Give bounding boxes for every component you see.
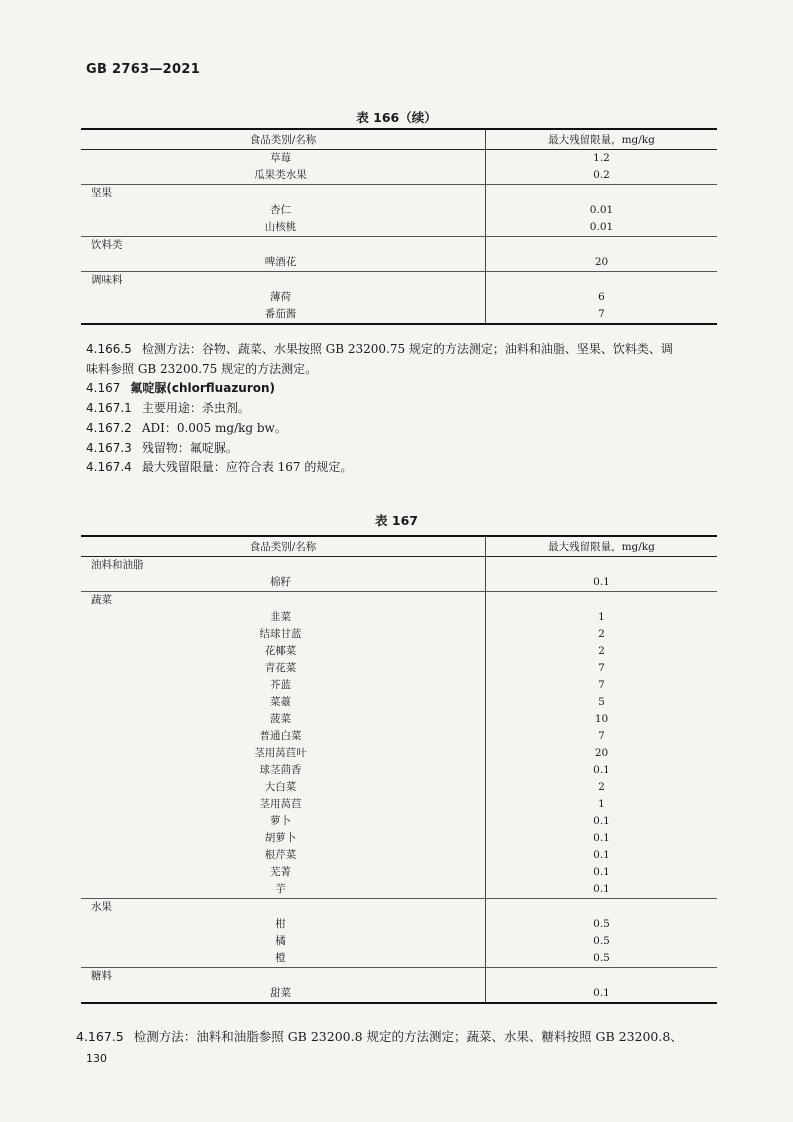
clause-text: 检测方法：谷物、蔬菜、水果按照 GB 23200.75 规定的方法测定；油料和油脂、坚果、饮料类、调	[141, 342, 673, 356]
column-header-mrl: 最大残留限量，mg/kg	[486, 129, 718, 150]
mrl-value: 0.1	[593, 815, 610, 827]
mrl-value: 6	[598, 291, 605, 303]
paragraph-4-166-5	[86, 340, 706, 360]
food-name: 柑	[275, 918, 286, 930]
clause-number: 4.167.1	[86, 401, 132, 416]
table-row	[81, 916, 717, 933]
food-name: 棉籽	[270, 576, 291, 588]
food-name: 普通白菜	[259, 730, 302, 742]
food-name: 瓜果类水果	[254, 169, 307, 181]
mrl-value: 1.2	[593, 152, 610, 164]
category-row	[81, 237, 717, 255]
mrl-value: 7	[598, 308, 605, 320]
food-name: 芜菁	[270, 866, 291, 878]
food-name: 萝卜	[270, 815, 291, 827]
food-name: 杏仁	[270, 204, 291, 216]
clause-text: 检测方法：油料和油脂参照 GB 23200.8 规定的方法测定；蔬菜、水果、糖料按照 GB 23200.8、	[133, 1029, 683, 1044]
table-row	[81, 167, 717, 185]
mrl-value: 2	[598, 628, 605, 640]
mrl-value: 0.1	[486, 574, 718, 592]
clause-text: ADI：0.005 mg/kg bw。	[141, 420, 287, 435]
mrl-value: 20	[486, 254, 718, 272]
table-row	[81, 813, 717, 830]
paragraph-4-167-4	[86, 458, 706, 478]
paragraph-4-167-5	[76, 1027, 726, 1045]
food-name: 球茎茴香	[259, 764, 302, 776]
category-row	[81, 899, 717, 917]
category-row	[81, 185, 717, 203]
category-row	[81, 557, 717, 575]
food-name: 菠菜	[270, 713, 291, 725]
paragraph-4-166-5-cont	[86, 360, 706, 380]
category-label: 饮料类	[91, 239, 123, 251]
mrl-value: 7	[598, 730, 605, 742]
table-166-caption: 表 166（续）	[356, 110, 437, 125]
food-name: 橙	[275, 952, 286, 964]
column-header-mrl: 最大残留限量，mg/kg	[486, 536, 718, 557]
category-label: 蔬菜	[91, 594, 112, 606]
page-number: 130	[86, 1052, 107, 1065]
table-row	[81, 711, 717, 728]
category-row	[81, 968, 717, 986]
food-name: 茎用莴苣	[259, 798, 302, 810]
pesticide-name-cn: 氟啶脲	[130, 381, 167, 396]
mrl-value: 7	[598, 662, 605, 674]
mrl-value: 0.1	[593, 866, 610, 878]
clause-number: 4.166.5	[86, 342, 132, 356]
food-name: 根芹菜	[264, 849, 297, 861]
mrl-value: 20	[594, 747, 609, 759]
mrl-value: 0.1	[486, 881, 718, 899]
food-name: 韭菜	[270, 611, 291, 623]
mrl-value: 1	[598, 611, 605, 623]
clause-number: 4.167.5	[76, 1029, 124, 1044]
table-row	[81, 306, 717, 324]
food-name: 茎用莴苣叶	[254, 747, 307, 759]
food-name: 花椰菜	[264, 645, 297, 657]
table-row	[81, 643, 717, 660]
table-row	[81, 150, 717, 168]
table-167-body	[81, 557, 717, 1004]
table-row	[81, 626, 717, 643]
mrl-value: 0.5	[486, 950, 718, 968]
table-row	[81, 745, 717, 762]
food-name: 结球甘蓝	[259, 628, 302, 640]
paragraph-4-167-3	[86, 439, 706, 459]
clause-text: 味料参照 GB 23200.75 规定的方法测定。	[86, 361, 318, 376]
mrl-value: 1	[598, 798, 605, 810]
clause-number: 4.167.4	[86, 460, 132, 475]
table-row	[81, 219, 717, 237]
table-row	[81, 796, 717, 813]
mrl-value: 10	[594, 713, 609, 725]
mrl-value: 0.1	[593, 987, 610, 999]
table-row	[81, 289, 717, 306]
mrl-value: 5	[598, 696, 605, 708]
food-name: 芥蓝	[270, 679, 291, 691]
table-166-body	[81, 150, 717, 325]
table-row	[81, 609, 717, 626]
table-row	[81, 728, 717, 745]
clause-number: 4.167	[86, 381, 121, 396]
table-row	[81, 830, 717, 847]
category-row	[81, 592, 717, 610]
clause-text: 最大残留限量：应符合表 167 的规定。	[141, 460, 353, 475]
food-name: 草莓	[270, 152, 291, 164]
standard-code: GB 2763—2021	[86, 62, 201, 77]
column-header-food-name: 食品类别/名称	[81, 129, 486, 150]
column-header-food-name: 食品类别/名称	[81, 536, 486, 557]
table-row	[81, 933, 717, 950]
table-167-caption: 表 167	[375, 513, 418, 528]
table-row	[81, 847, 717, 864]
food-name: 橘	[275, 935, 286, 947]
table-row	[81, 950, 717, 968]
food-name: 青花菜	[264, 662, 297, 674]
table-166	[81, 128, 717, 325]
table-row	[81, 677, 717, 694]
mrl-value: 0.1	[593, 849, 610, 861]
section-text	[86, 340, 706, 478]
clause-text: 残留物：氟啶脲。	[141, 440, 238, 455]
paragraph-4-167-1	[86, 399, 706, 419]
mrl-value: 0.1	[593, 832, 610, 844]
category-row	[81, 272, 717, 290]
category-label: 油料和油脂	[91, 559, 144, 571]
table-167	[81, 535, 717, 1004]
table-row	[81, 881, 717, 899]
food-name: 大白菜	[264, 781, 297, 793]
table-row	[81, 779, 717, 796]
mrl-value: 0.1	[593, 764, 610, 776]
food-name: 薄荷	[270, 291, 291, 303]
pesticide-name-en: (chlorfluazuron)	[166, 381, 276, 396]
mrl-value: 0.5	[593, 935, 610, 947]
mrl-value: 0.5	[593, 918, 610, 930]
table-row	[81, 202, 717, 219]
table-row	[81, 864, 717, 881]
category-label: 坚果	[91, 187, 112, 199]
mrl-value: 2	[598, 645, 605, 657]
category-label: 调味料	[91, 274, 123, 286]
paragraph-4-167-2	[86, 419, 706, 439]
food-name: 山核桃	[264, 221, 297, 233]
mrl-value: 0.01	[486, 219, 718, 237]
category-label: 糖料	[91, 970, 112, 982]
table-row	[81, 574, 717, 592]
mrl-value: 2	[598, 781, 605, 793]
food-name: 甜菜	[270, 987, 291, 999]
food-name: 胡萝卜	[264, 832, 297, 844]
heading-4-167	[86, 379, 706, 399]
food-name: 啤酒花	[264, 256, 297, 268]
table-row	[81, 762, 717, 779]
table-row	[81, 985, 717, 1003]
mrl-value: 0.01	[589, 204, 614, 216]
table-row	[81, 694, 717, 711]
food-name: 菜薹	[270, 696, 291, 708]
clause-text: 主要用途：杀虫剂。	[141, 401, 250, 416]
clause-number: 4.167.2	[86, 420, 132, 435]
clause-number: 4.167.3	[86, 440, 132, 455]
category-label: 水果	[91, 901, 112, 913]
table-row	[81, 254, 717, 272]
food-name: 番茄酱	[264, 308, 297, 320]
table-row	[81, 660, 717, 677]
food-name: 芋	[275, 883, 286, 895]
mrl-value: 7	[598, 679, 605, 691]
mrl-value: 0.2	[486, 167, 718, 185]
